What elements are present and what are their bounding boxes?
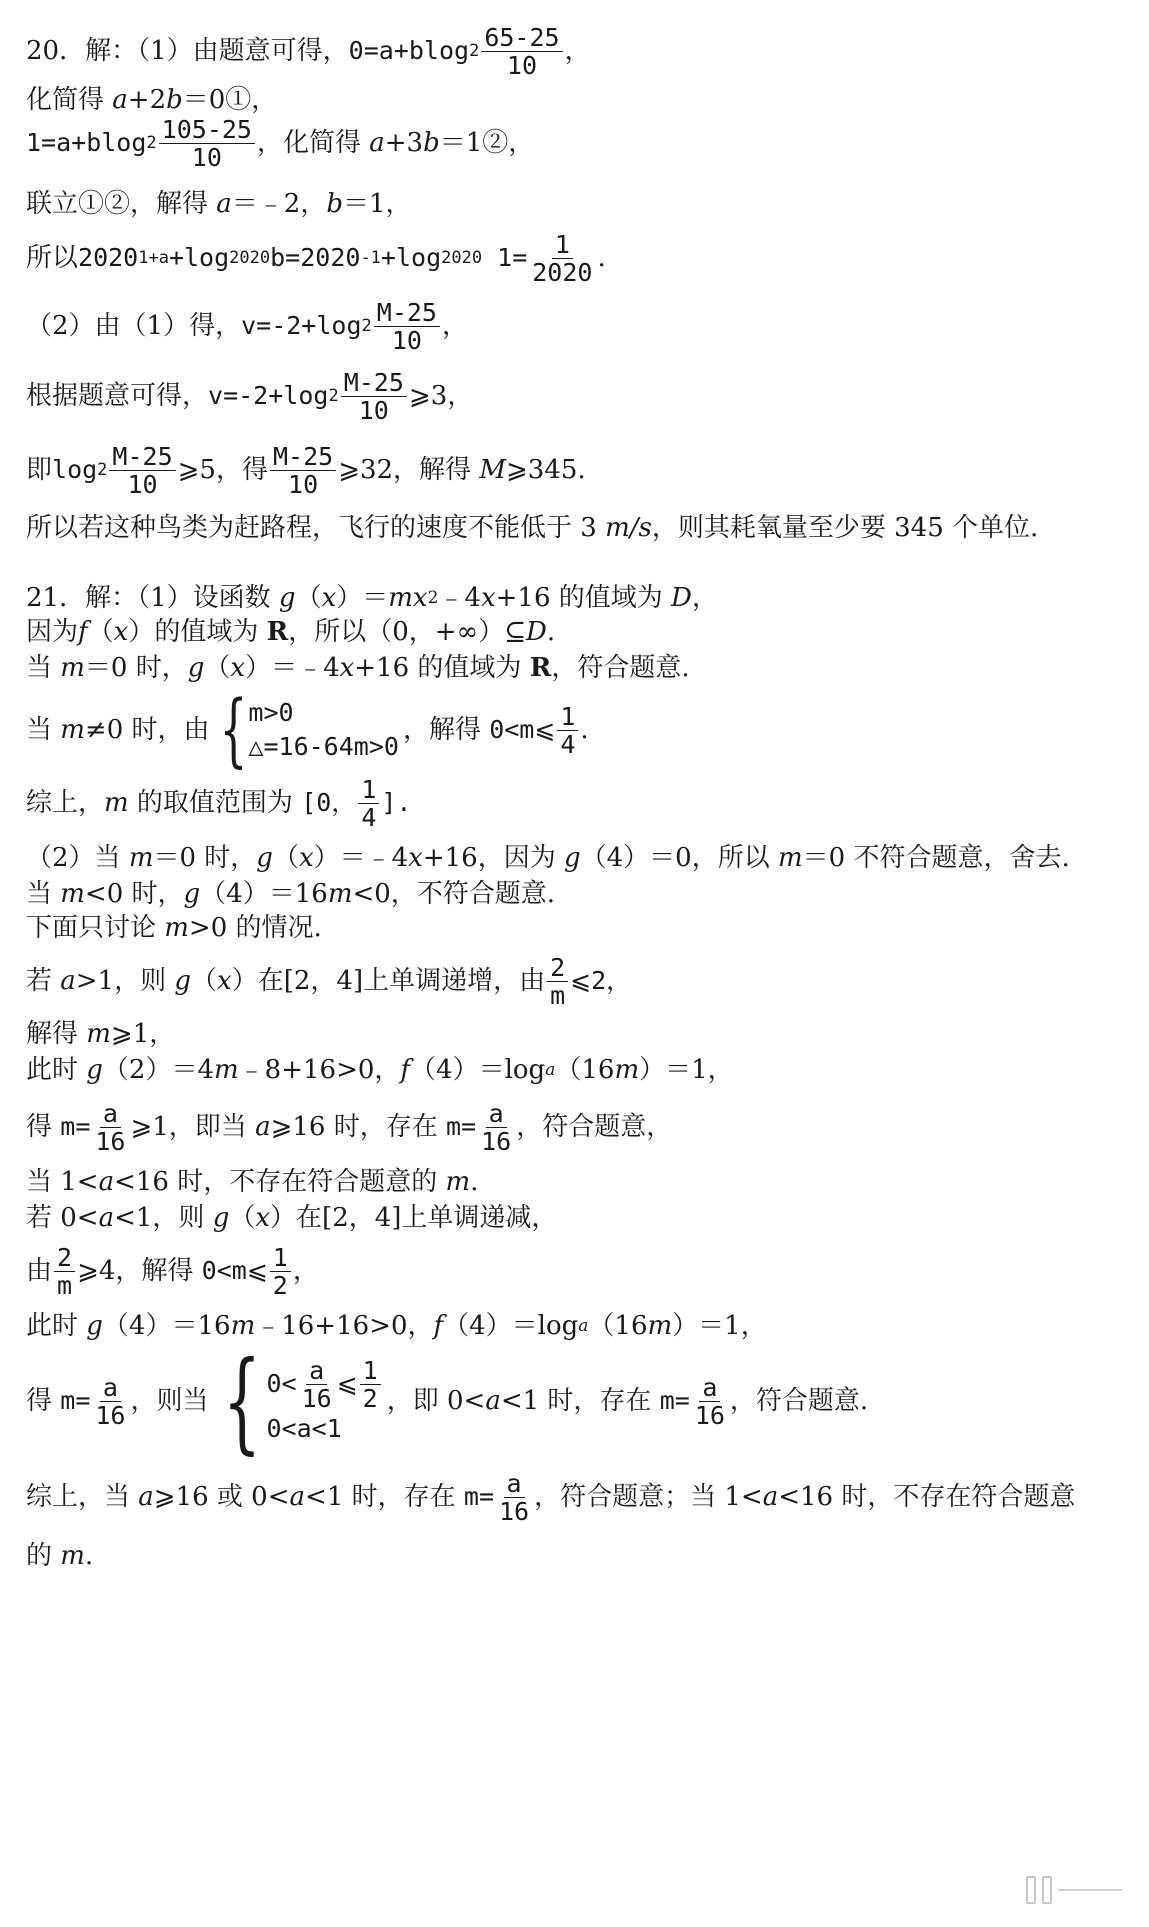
text: （2）当 — [26, 843, 129, 873]
text: <1 时，存在 — [305, 1482, 464, 1512]
q20-line-5 — [26, 228, 1125, 288]
text: +16 的值域为 — [495, 583, 672, 613]
formula: [0， — [301, 788, 357, 817]
text: （2）＝4 — [102, 1055, 215, 1085]
q21-line-17 — [26, 1337, 1125, 1465]
q21-line-12 — [26, 1096, 1125, 1158]
denominator: 4 — [361, 802, 377, 832]
text: ⩾345. — [505, 455, 586, 485]
fraction — [496, 1470, 532, 1525]
q20-line-7 — [26, 366, 1125, 426]
var: a — [138, 1482, 154, 1512]
denominator: 16 — [301, 1383, 332, 1413]
text: 当 — [26, 715, 61, 745]
text: 若 — [26, 966, 61, 996]
text: 所以 — [26, 243, 79, 273]
text: . — [470, 1167, 479, 1197]
fraction — [478, 1100, 514, 1155]
q21-line-19 — [26, 1540, 1125, 1572]
text: <16 时，不存在符合题意 — [778, 1482, 1076, 1512]
inequality-system — [213, 1337, 383, 1465]
fraction — [109, 443, 175, 498]
text: （4）＝log — [443, 1311, 579, 1341]
q20-line-3 — [26, 114, 1125, 172]
denominator: 10 — [391, 325, 422, 355]
watermark-tip — [1026, 1876, 1036, 1904]
subscript: 2 — [97, 460, 108, 480]
denominator: 16 — [95, 1400, 126, 1430]
denominator: 16 — [499, 1496, 530, 1526]
q20-line-2 — [26, 84, 1125, 116]
text: 得 — [26, 1112, 61, 1142]
denominator: 10 — [191, 142, 222, 172]
numerator: M-25 — [270, 443, 336, 471]
text: 的取值范围为 — [128, 788, 302, 818]
subscript: a — [578, 1316, 589, 1336]
var: x — [408, 843, 423, 873]
text: 21．解：（1）设函数 — [26, 583, 279, 613]
text: ， — [691, 583, 718, 613]
text: ⩾5，得 — [177, 455, 268, 485]
text: （4）＝log — [410, 1055, 546, 1085]
q21-line-5 — [26, 772, 1125, 834]
denominator: 4 — [560, 729, 576, 759]
text: . — [84, 1541, 94, 1571]
var: m — [104, 788, 129, 818]
var: g — [183, 879, 201, 909]
numerator: 1 — [552, 231, 573, 259]
text: 当 1< — [26, 1167, 99, 1197]
denominator: 10 — [358, 395, 389, 425]
formula: +log — [380, 243, 442, 272]
text: ，符合题意， — [516, 1112, 673, 1142]
text: 由 — [26, 1256, 53, 1286]
var: m — [778, 843, 803, 873]
text: ＝﹣2， — [231, 189, 327, 219]
var: a — [112, 85, 128, 115]
numerator: a — [504, 1470, 525, 1498]
formula: m= — [463, 1482, 494, 1511]
text: ﹣8+16>0， — [238, 1055, 401, 1085]
var: g — [563, 843, 581, 873]
numerator: a — [699, 1374, 720, 1402]
var: x — [217, 966, 232, 996]
numerator: M-25 — [109, 443, 175, 471]
var: a — [369, 128, 385, 158]
text: ≠0 时，由 — [84, 715, 210, 745]
var: m — [60, 1541, 85, 1571]
text: ⩾1，即当 — [130, 1112, 256, 1142]
denominator: 2020 — [532, 257, 593, 287]
text: ﹣16+16>0， — [255, 1311, 434, 1341]
text: 解得 — [26, 1019, 87, 1049]
text: ， — [441, 311, 468, 341]
text: （4）＝0，所以 — [580, 843, 778, 873]
denominator: 2 — [362, 1383, 378, 1413]
text: ＝0 不符合题意，舍去. — [802, 843, 1070, 873]
text: . — [546, 617, 556, 647]
q20-line-4 — [26, 188, 1125, 220]
q21-line-2 — [26, 616, 1125, 648]
text: ）＝﹣4 — [245, 653, 340, 683]
text: ⩾3， — [408, 381, 474, 411]
numerator: 2 — [54, 1244, 75, 1272]
text: ，即 0< — [386, 1386, 486, 1416]
subscript: 2020 — [441, 248, 483, 268]
var: x — [255, 1203, 271, 1233]
var: m — [614, 1055, 640, 1085]
fraction — [547, 954, 568, 1009]
q21-line-6 — [26, 842, 1125, 874]
text: （ — [87, 617, 114, 647]
brace-icon: { — [222, 1337, 261, 1465]
var: m — [647, 1311, 673, 1341]
scroll-watermark-icon — [1026, 1877, 1122, 1903]
fraction — [360, 1357, 381, 1412]
var: a — [762, 1482, 779, 1512]
formula: 0=a+blog — [348, 36, 470, 65]
fraction — [270, 443, 336, 498]
var: m — [214, 1055, 239, 1085]
subscript: a — [545, 1060, 556, 1080]
text: +2 — [127, 85, 167, 115]
text: . — [580, 715, 589, 745]
formula: 0<m⩽ — [201, 1256, 268, 1285]
var: x — [230, 653, 246, 683]
text: 联立①②，解得 — [26, 189, 217, 219]
text: ）＝﹣4 — [313, 843, 409, 873]
text: ，则其耗氧量至少要 345 个单位. — [651, 513, 1039, 543]
text: +16，因为 — [422, 843, 564, 873]
text: ，符合题意. — [729, 1386, 869, 1416]
text: （ — [229, 1203, 256, 1233]
text: ＝1， — [342, 189, 412, 219]
q21-line-18 — [26, 1466, 1125, 1528]
text: ， — [564, 36, 591, 66]
text: ＝0 时， — [84, 653, 188, 683]
text: ）＝1， — [672, 1311, 767, 1341]
var: x — [321, 583, 337, 613]
text: <1，则 — [114, 1203, 213, 1233]
fraction — [374, 299, 440, 354]
var: m — [86, 1019, 111, 1049]
unit: m/s — [605, 513, 652, 543]
text: 20．解：（1）由题意可得， — [26, 36, 349, 66]
text: ）＝ — [336, 583, 389, 613]
fraction — [159, 116, 255, 171]
q21-line-10 — [26, 1018, 1125, 1050]
denominator: 10 — [506, 50, 537, 80]
var: g — [86, 1055, 103, 1085]
denominator: 10 — [288, 469, 319, 499]
equation-system — [214, 683, 399, 776]
text: 化简得 — [26, 85, 113, 115]
var: M — [479, 455, 506, 485]
text: 当 — [26, 879, 61, 909]
var: a — [98, 1203, 115, 1233]
numerator: 1 — [360, 1357, 381, 1385]
var: m — [445, 1167, 471, 1197]
var: f — [78, 617, 88, 647]
var: f — [400, 1055, 411, 1085]
text: 即 — [26, 455, 53, 485]
denominator: 2 — [272, 1270, 288, 1300]
text: ＝1②， — [439, 128, 535, 158]
var: g — [174, 966, 192, 996]
text: （ — [204, 653, 231, 683]
var: mx — [388, 583, 428, 613]
text: 下面只讨论 — [26, 913, 165, 943]
subscript: 2 — [328, 386, 339, 406]
system-row: m>0 — [248, 698, 294, 727]
text: ⩾16 时，存在 — [270, 1112, 446, 1142]
formula: 1= — [482, 243, 528, 272]
subscript: 2 — [361, 316, 372, 336]
var: g — [187, 653, 205, 683]
denominator: 16 — [95, 1126, 126, 1156]
q21-line-14 — [26, 1202, 1125, 1234]
text: 综上， — [26, 788, 105, 818]
numerator: 1 — [358, 776, 379, 804]
var: g — [212, 1203, 230, 1233]
numerator: M-25 — [374, 299, 440, 327]
text: ，则当 — [130, 1386, 209, 1416]
text: ， — [292, 1256, 319, 1286]
subscript: 2 — [146, 133, 157, 153]
watermark-bar — [1058, 1889, 1122, 1891]
fraction — [92, 1374, 128, 1429]
system-row: △=16-64m>0 — [248, 732, 399, 761]
q21-line-15 — [26, 1240, 1125, 1302]
var: x — [298, 843, 314, 873]
text: ，符合题意. — [551, 653, 690, 683]
var: g — [86, 1311, 103, 1341]
var: a — [216, 189, 232, 219]
fraction — [341, 369, 407, 424]
var: m — [327, 879, 353, 909]
text: 综上，当 — [26, 1482, 139, 1512]
formula: v=-2+log — [241, 311, 362, 340]
fraction — [481, 24, 562, 79]
formula: b=2020 — [270, 243, 361, 272]
text: +3 — [384, 128, 424, 158]
var: m — [60, 879, 85, 909]
text: （4）＝16 — [102, 1311, 231, 1341]
var: m — [60, 715, 85, 745]
text: 此时 — [26, 1311, 87, 1341]
formula: 1=a+blog — [26, 128, 147, 157]
formula: ⩽2， — [570, 966, 632, 995]
formula: ⩽ — [336, 1369, 358, 1398]
var: x — [113, 617, 129, 647]
formula: m= — [60, 1386, 91, 1415]
text: （2）由（1）得， — [26, 311, 242, 341]
text: ）在[2，4]上单调递增，由 — [231, 966, 546, 996]
fraction — [529, 231, 595, 286]
numerator: a — [306, 1357, 327, 1385]
text: ⩾4，解得 — [77, 1256, 202, 1286]
fraction — [270, 1244, 291, 1299]
numerator: 105-25 — [159, 116, 255, 144]
q21-line-16 — [26, 1310, 1125, 1342]
q21-line-9 — [26, 950, 1125, 1012]
text: 因为 — [26, 617, 79, 647]
text: ）＝1， — [639, 1055, 734, 1085]
text: ）的值域为 — [128, 617, 267, 647]
formula: log — [52, 455, 98, 484]
var: D — [671, 583, 692, 613]
numerator: 2 — [547, 954, 568, 982]
q20-line-6 — [26, 296, 1125, 356]
text: ⩾16 或 0< — [153, 1482, 290, 1512]
text: <0，不符合题意. — [352, 879, 556, 909]
denominator: m — [550, 980, 566, 1010]
q21-line-3 — [26, 652, 1125, 684]
text: ）在[2，4]上单调递减， — [270, 1203, 558, 1233]
var: b — [423, 128, 440, 158]
watermark-tip — [1042, 1876, 1052, 1904]
text: ，化简得 — [256, 128, 370, 158]
var: m — [60, 653, 85, 683]
text: （4）＝16 — [200, 879, 328, 909]
text: <16 时，不存在符合题意的 — [114, 1167, 446, 1197]
numerator: a — [100, 1374, 121, 1402]
brace-icon: { — [218, 683, 247, 776]
text: 当 — [26, 653, 61, 683]
var: x — [480, 583, 496, 613]
text: 若 0< — [26, 1203, 99, 1233]
text: +16 的值域为 — [354, 653, 530, 683]
numerator: a — [486, 1100, 507, 1128]
text: （ — [295, 583, 322, 613]
formula: m= — [659, 1386, 690, 1415]
subscript: 2 — [469, 41, 480, 61]
var: a — [485, 1386, 501, 1416]
var: x — [339, 653, 355, 683]
fraction — [692, 1374, 728, 1429]
var: m — [230, 1311, 256, 1341]
q20-line-1 — [26, 24, 1125, 78]
denominator: 10 — [127, 469, 158, 499]
text: 所以若这种鸟类为赶路程，飞行的速度不能低于 3 — [26, 513, 606, 543]
numerator: 1 — [270, 1244, 291, 1272]
text: ，符合题意；当 1< — [534, 1482, 763, 1512]
text: 的 — [26, 1541, 61, 1571]
text: 根据题意可得， — [26, 381, 209, 411]
text: ﹣4 — [438, 583, 481, 613]
var: b — [326, 189, 343, 219]
text: 得 — [26, 1386, 61, 1416]
numerator: 1 — [557, 703, 578, 731]
formula: m= — [446, 1112, 477, 1141]
q21-line-13 — [26, 1166, 1125, 1198]
text: （ — [272, 843, 299, 873]
q20-line-8 — [26, 440, 1125, 500]
text: >0 的情况. — [188, 913, 322, 943]
formula: 0< — [266, 1369, 297, 1398]
fraction — [557, 703, 578, 758]
numerator: M-25 — [341, 369, 407, 397]
var: b — [166, 85, 183, 115]
numerator: a — [100, 1100, 121, 1128]
var: g — [256, 843, 273, 873]
var: a — [255, 1112, 271, 1142]
q21-line-1 — [26, 582, 1125, 614]
text: ⩾1， — [110, 1019, 176, 1049]
text: ＝0 时， — [153, 843, 257, 873]
formula: m= — [60, 1112, 91, 1141]
var: m — [164, 913, 189, 943]
text: <0 时， — [84, 879, 184, 909]
formula: v=-2+log — [208, 381, 329, 410]
superscript: 1+a — [138, 248, 169, 268]
subscript: 2020 — [229, 248, 271, 268]
formula: 2020 — [78, 243, 139, 272]
var: m — [128, 843, 154, 873]
text: >1，则 — [75, 966, 175, 996]
text: 此时 — [26, 1055, 87, 1085]
var: a — [289, 1482, 306, 1512]
text: （ — [191, 966, 218, 996]
q21-line-11 — [26, 1054, 1125, 1086]
text: （16 — [588, 1311, 648, 1341]
system-row — [267, 1356, 383, 1412]
formula: 0<m⩽ — [489, 715, 556, 744]
denominator: 16 — [694, 1400, 725, 1430]
text: <1 时，存在 — [500, 1386, 660, 1416]
var: g — [278, 583, 296, 613]
formula: ]. — [381, 788, 412, 817]
denominator: m — [57, 1270, 73, 1300]
fraction — [299, 1357, 335, 1412]
numerator: 65-25 — [481, 24, 562, 52]
fraction — [54, 1244, 75, 1299]
q20-line-9 — [26, 512, 1125, 544]
formula: +log — [168, 243, 230, 272]
denominator: 16 — [481, 1126, 512, 1156]
bold-R: R — [529, 653, 552, 683]
q21-line-7 — [26, 878, 1125, 910]
q21-line-8 — [26, 912, 1125, 944]
bold-R: R — [266, 617, 289, 647]
q21-line-4 — [26, 683, 1125, 776]
text: ，解得 — [402, 715, 490, 745]
var: f — [433, 1311, 444, 1341]
var: D — [525, 617, 547, 647]
text: （16 — [555, 1055, 615, 1085]
var: a — [60, 966, 76, 996]
fraction — [92, 1100, 128, 1155]
text: . — [597, 243, 606, 273]
superscript: -1 — [360, 248, 381, 268]
fraction — [358, 776, 379, 831]
text: ＝0①， — [182, 85, 278, 115]
system-row: 0<a<1 — [266, 1414, 342, 1443]
text: ，所以（0，+∞）⊆ — [288, 617, 526, 647]
superscript: 2 — [427, 588, 439, 608]
var: a — [98, 1167, 115, 1197]
text: ⩾32，解得 — [338, 455, 480, 485]
